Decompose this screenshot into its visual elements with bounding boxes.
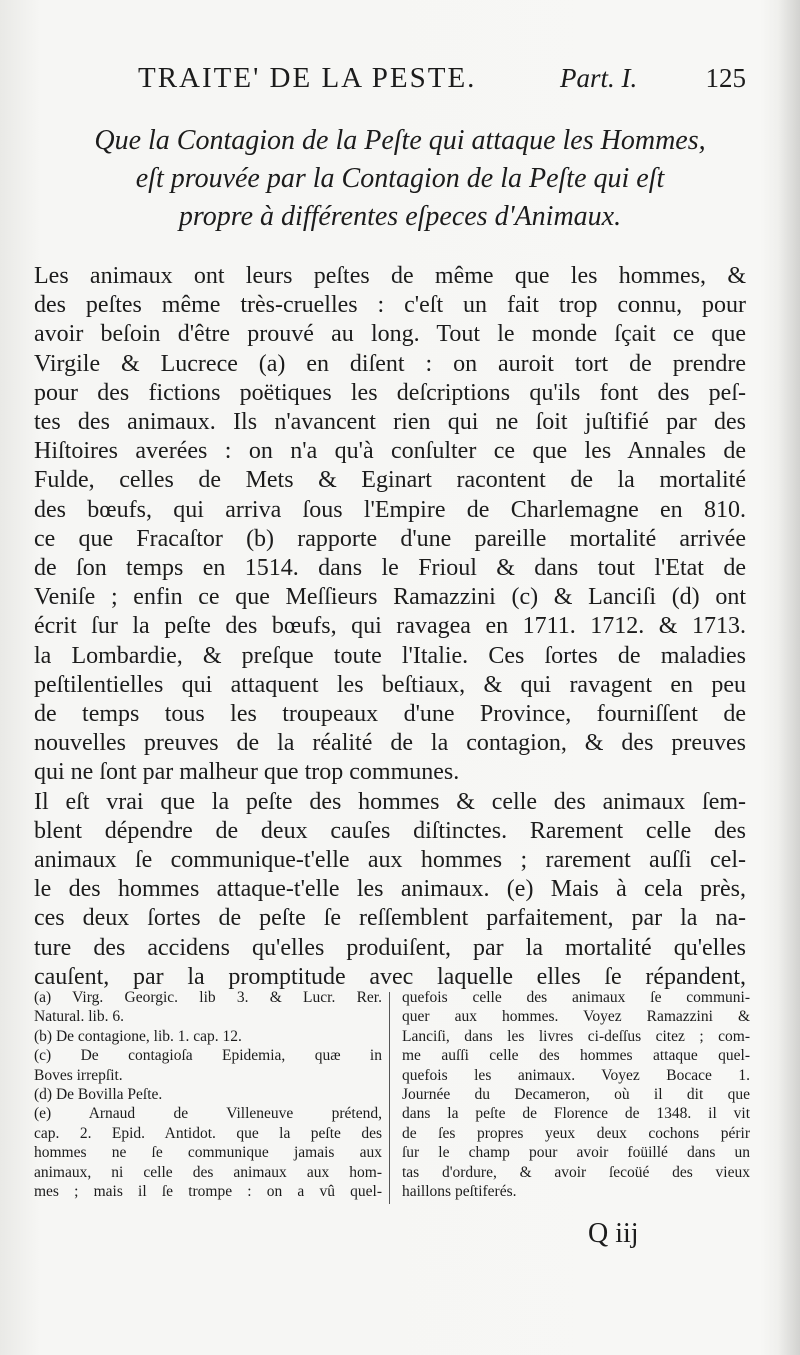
footnote-line: (a) Virg. Georgic. lib 3. & Lucr. Rer. (34, 989, 382, 1006)
footnotes-right-column (402, 988, 750, 1201)
text-line: de ſon temps en 1514. dans le Frioul & dans tout l'Etat de (34, 555, 746, 582)
footnote-line: Journée du Decameron, où il dit que (402, 1086, 750, 1104)
text-line: Il eſt vrai que la peſte des hommes & celle des animaux ſem- (34, 788, 746, 815)
text-line: animaux ſe communique-t'elle aux hommes ; rarement auſſi cel- (34, 847, 746, 874)
page-number: 125 (705, 63, 746, 93)
text-line: Les animaux ont leurs peſtes de même que les hommes, & (34, 263, 746, 289)
text-line: Veniſe ; enfin ce que Meſſieurs Ramazzini (c) & Lanciſi (d) ont (34, 584, 746, 611)
footnote-line: (d) De Bovilla Peſte. (34, 1086, 163, 1104)
heading-line: eſt prouvée par la Contagion de la Peſte qui eſt (135, 163, 665, 194)
text-line: qui ne ſont par malheur que trop communes. (34, 759, 460, 786)
paragraph-1 (34, 262, 746, 788)
footnote-line: tas d'ordure, & avoir ſecoüé des vieux (402, 1163, 750, 1181)
text-line: peſtilentielles qui attaquent les beſtiaux, & qui ravagent en peu (34, 671, 746, 698)
footnote-line: quefois les animaux. Voyez Bocace 1. (402, 1066, 750, 1084)
text-line: le des hommes attaque-t'elle les animaux. (e) Mais à cela près, (34, 876, 746, 903)
footnote-line: hommes ne ſe communique jamais aux (34, 1144, 382, 1162)
footnote-line: (e) Arnaud de Villeneuve prétend, (34, 1105, 382, 1123)
footnote-line: mes ; mais il ſe trompe : on a vû quel- (34, 1183, 382, 1201)
section-heading (50, 122, 750, 236)
text-line: cauſent, par la promptitude avec laquelle elles ſe répandent, (34, 963, 746, 990)
running-header (138, 60, 750, 100)
text-line: avoir beſoin d'être prouvé au long. Tout le monde ſçait ce que (34, 321, 746, 348)
footnote-line: Lanciſi, dans les livres ci-deſſus citez ; com- (402, 1027, 750, 1045)
paragraph-2 (34, 788, 746, 992)
footnote-line: animaux, ni celle des animaux aux hom- (34, 1163, 382, 1181)
body-text (34, 262, 746, 992)
footnote-line: quer aux hommes. Voyez Ramazzini & (402, 1008, 750, 1026)
text-line: nouvelles preuves de la réalité de la contagion, & des preuves (34, 730, 746, 757)
footnote-line: dans la peſte de Florence de 1348. il vit (402, 1105, 750, 1123)
text-line: Virgile & Lucrece (a) en diſent : on auroit tort de prendre (34, 350, 746, 377)
text-line: la Lombardie, & preſque toute l'Italie. Ces ſortes de maladies (34, 642, 746, 669)
footnote-line: ſur le champ pour avoir foüillé dans un (402, 1144, 750, 1162)
footnote-line: de ſes propres yeux deux cochons périr (402, 1124, 750, 1142)
page-edge-shadow (778, 0, 800, 1355)
text-line: ce que Fracaſtor (b) rapporte d'une pareille mortalité arrivée (34, 525, 746, 552)
footnote-line: cap. 2. Epid. Antidot. que la peſte des (34, 1124, 382, 1142)
text-line: pour des fictions poëtiques les deſcriptions qu'ils font des peſ- (34, 379, 746, 406)
text-line: tes des animaux. Ils n'avancent rien qui ne ſoit juſtifié par des (34, 409, 746, 436)
footnote-line: Natural. lib. 6. (34, 1008, 124, 1026)
heading-line: propre à différentes eſpeces d'Animaux. (178, 201, 622, 232)
text-line: des bœufs, qui arriva ſous l'Empire de Charlemagne en 810. (34, 496, 746, 523)
text-line: Fulde, celles de Mets & Eginart racontent de la mortalité (34, 467, 746, 494)
footnote-line: quefois celle des animaux ſe communi- (402, 989, 750, 1006)
footnotes-left-column (34, 988, 382, 1201)
footnote-line: (b) De contagione, lib. 1. cap. 12. (34, 1027, 242, 1045)
text-line: ces deux ſortes de peſte ſe reſſemblent parfaitement, par la na- (34, 905, 746, 932)
text-line: ture des accidens qu'elles produiſent, par la mortalité qu'elles (34, 934, 746, 961)
part-label: Part. I. (560, 63, 638, 93)
text-line: des peſtes même très-cruelles : c'eſt un fait trop connu, pour (34, 292, 746, 319)
footnotes (34, 988, 754, 1218)
text-line: écrit ſur la peſte des bœufs, qui ravagea en 1711. 1712. & 1713. (34, 613, 746, 640)
footnote-line: Boves irrepſit. (34, 1066, 123, 1084)
text-line: blent dépendre de deux cauſes diſtinctes. Rarement celle des (34, 817, 746, 844)
footnote-line: haillons peſtiferés. (402, 1183, 517, 1201)
text-line: Hiſtoires averées : on n'a qu'à conſulter ce que les Annales de (34, 438, 746, 465)
text-line: de temps tous les troupeaux d'une Province, fourniſſent de (34, 701, 746, 728)
running-title: TRAITE' DE LA PESTE. (138, 62, 477, 94)
footnote-line: (c) De contagioſa Epidemia, quæ in (34, 1047, 382, 1065)
column-divider (389, 992, 390, 1204)
heading-line: Que la Contagion de la Peſte qui attaque les Hommes, (94, 125, 706, 156)
signature-mark: Q iij (588, 1218, 639, 1249)
footnote-line: me auſſi celle des hommes attaque quel- (402, 1047, 750, 1065)
